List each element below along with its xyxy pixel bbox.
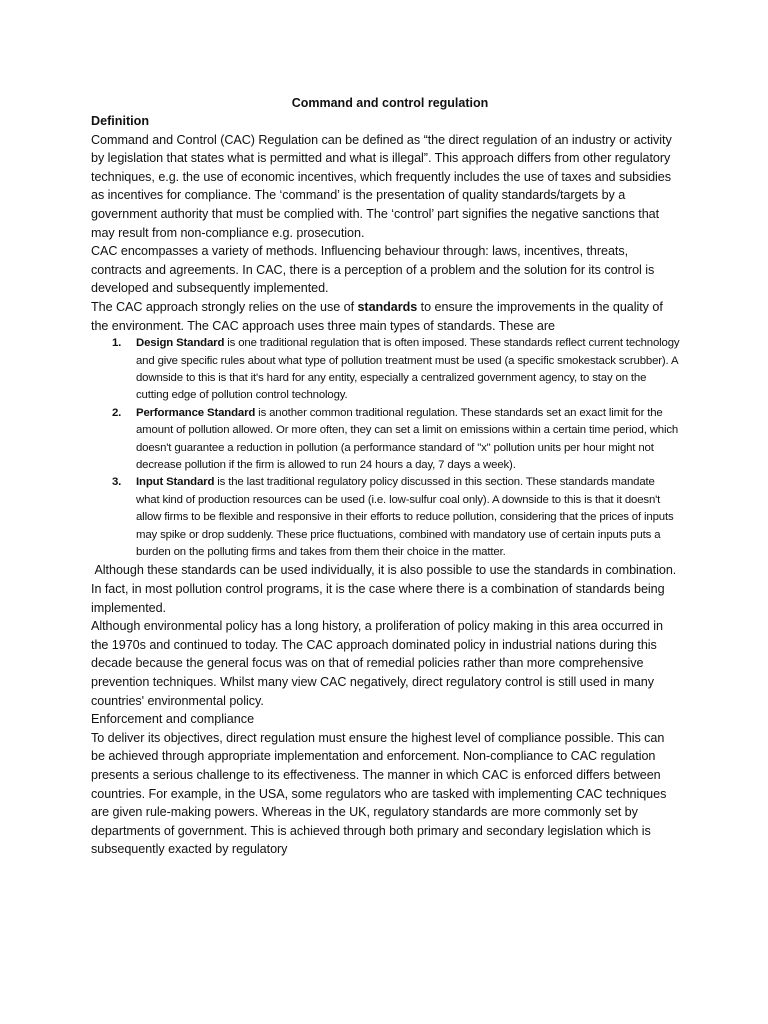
enforcement-paragraph: To deliver its objectives, direct regulation must ensure the highest level of compliance possible. This can be achieved through appropriate implementation and enforcement. Non-compliance to CAC regulation presents a serious challenge to its effectiveness. The manner in which CAC is enforced differs between countries. For example, in the USA, some regulators who are tasked with implementing CAC techniques are given rule-making powers. Whereas in the UK, regulatory standards are more commonly set by departments of government. This is achieved through both primary and secondary legislation which is subsequently exacted by regulatory: [91, 730, 667, 857]
list-item-number: 1.: [112, 337, 122, 350]
list-item-number: 3.: [112, 476, 122, 489]
methods-paragraph: CAC encompasses a variety of methods. Influencing behaviour through: laws, incentives, threats, contracts and agreements. In CAC, there is a perception of a problem and the solution for its control is developed and subsequently implemented.: [91, 244, 655, 296]
standard-term: Design Standard: [136, 337, 225, 350]
definition-heading: Definition: [91, 114, 150, 128]
standard-description: is the last traditional regulatory policy discussed in this section. These standards mandate what kind of production resources can be used (i.e. low-sulfur coal only). A downside to this is that it doesn't allow firms to be flexible and responsive in their efforts to reduce pollution, considering that the prices of inputs may spike or drop suddenly. These price fluctuations, combined with mandatory use of certain inputs puts a burden on the polluting firms and takes from them their choice in the matter.: [136, 476, 674, 558]
list-item: [91, 405, 681, 475]
enforcement-heading: Enforcement and compliance: [91, 712, 255, 727]
standard-description: is another common traditional regulation. These standards set an exact limit for the amount of pollution allowed. Or more often, they can set a limit on emissions within a certain time period, which doesn't guarantee a reduction in pollution (a performance standard of "x" pollution units per hour might not decrease pollution if the firm is allowed to run 24 hours a day, 7 days a week).: [136, 406, 679, 471]
page-title: Command and control regulation: [291, 96, 489, 110]
definition-paragraph: Command and Control (CAC) Regulation can be defined as “the direct regulation of an industry or activity by legislation that states what is permitted and what is illegal”. This approach differs from other regulatory techniques, e.g. the use of economic incentives, which frequently includes the use of taxes and subsidies as incentives for compliance. The ‘command’ is the presentation of quality standards/targets by a government authority that must be complied with. The ‘control’ part signifies the negative sanctions that may result from non-compliance e.g. prosecution.: [91, 132, 672, 240]
history-paragraph: Although environmental policy has a long history, a proliferation of policy making in this area occurred in the 1970s and continued to today. The CAC approach dominated policy in industrial nations during this decade because the general focus was on that of remedial policies rather than more comprehensive prevention techniques. Whilst many view CAC negatively, direct regulatory control is still used in many countries' environmental policy.: [91, 619, 663, 708]
document-page: [91, 94, 681, 859]
standards-intro-before: The CAC approach strongly relies on the use of: [91, 299, 358, 314]
standard-term: Performance Standard: [136, 406, 256, 419]
standards-intro-paragraph: [91, 298, 681, 335]
standard-description: is one traditional regulation that is often imposed. These standards reflect current technology and give specific rules about what type of pollution treatment must be used (a specific smokestack scrubber). A downside to this is that it's hard for any entity, especially a centralized government agency, to stay on the cutting edge of pollution control technology.: [136, 337, 680, 402]
standards-intro-after: to ensure the improvements in the quality of the environment. The CAC approach uses three main types of standards. These are: [91, 299, 663, 333]
list-item-number: 2.: [112, 406, 122, 419]
standards-keyword: standards: [357, 299, 418, 314]
combination-paragraph: Although these standards can be used individually, it is also possible to use the standards in combination. In fact, in most pollution control programs, it is the case where there is a combination of standards being implemented.: [91, 563, 680, 615]
list-item: [91, 474, 681, 561]
standards-list: [91, 335, 681, 561]
list-item: [91, 335, 681, 405]
standard-term: Input Standard: [136, 476, 215, 489]
